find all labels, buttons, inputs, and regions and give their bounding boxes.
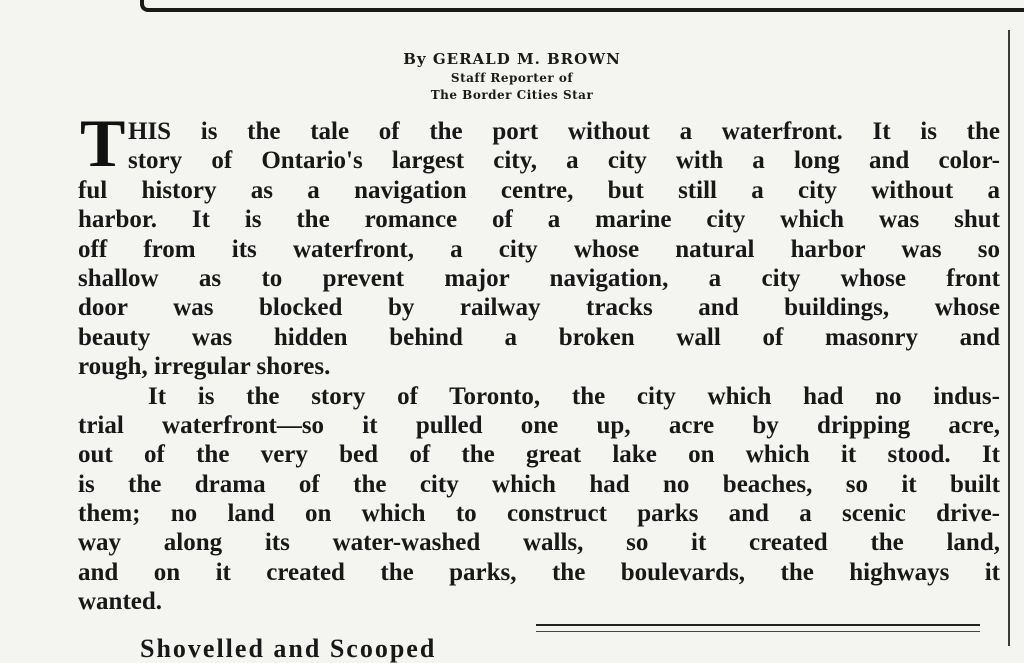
byline-newspaper: The Border Cities Star	[430, 88, 594, 102]
article-line: It is the story of Toronto, the city which had no indus-	[148, 382, 1000, 410]
article-line: ful history as a navigation centre, but still a city without a	[78, 176, 1000, 204]
article-line: story of Ontario's largest city, a city with a long and color-	[128, 147, 1000, 175]
subheading-text: Shovelled and Scooped	[140, 634, 437, 663]
byline-author: By GERALD M. BROWN	[403, 50, 621, 68]
article-body	[78, 117, 1000, 617]
article-line: shallow as to prevent major navigation, a city whose front	[78, 264, 1000, 292]
article-line: and on it created the parks, the boulevards, the highways it	[78, 558, 1000, 586]
article-line: rough, irregular shores.	[78, 353, 331, 381]
article-line: door was blocked by railway tracks and buildings, whose	[78, 294, 1000, 322]
article-line: them; no land on which to construct parks and a scenic drive-	[78, 500, 1000, 528]
article-line: is the drama of the city which had no beaches, so it built	[78, 470, 1000, 498]
article-line: way along its water-washed walls, so it created the land,	[78, 529, 1000, 557]
article-line: out of the very bed of the great lake on which it stood. It	[78, 441, 1000, 469]
section-rule-thin	[536, 631, 980, 632]
subheading-cutoff	[140, 634, 480, 663]
article-line: beauty was hidden behind a broken wall of masonry and	[78, 323, 1000, 351]
section-rule	[536, 624, 980, 626]
article-line: harbor. It is the romance of a marine city which was shut	[78, 206, 1000, 234]
drop-cap: T	[80, 105, 126, 181]
article-line: HIS is the tale of the port without a waterfront. It is the	[128, 118, 1000, 145]
article-line: wanted.	[78, 588, 163, 616]
top-border-rule	[140, 0, 1024, 12]
article-line: off from its waterfront, a city whose natural harbor was so	[78, 235, 1000, 263]
column-divider-rule	[1008, 30, 1010, 646]
byline-role: Staff Reporter of	[450, 71, 574, 85]
article-line: trial waterfront—so it pulled one up, acre by dripping acre,	[78, 411, 1000, 439]
